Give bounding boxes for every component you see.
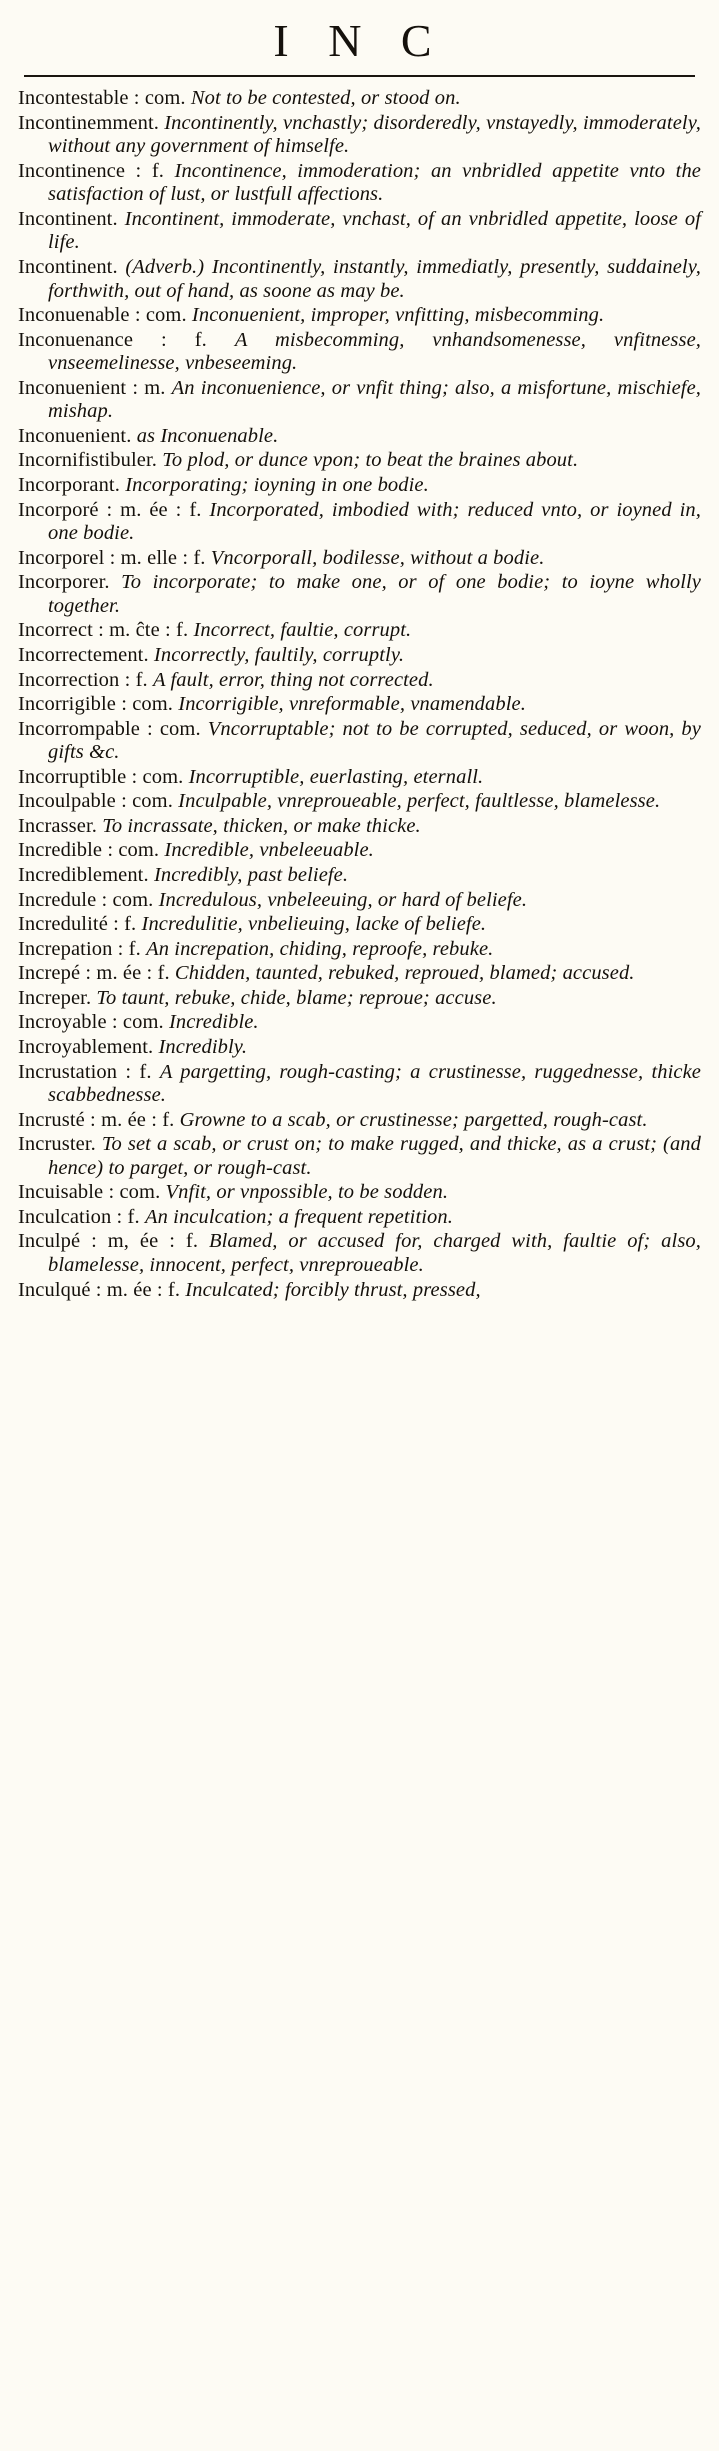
entry-headword: Incontinent.: [18, 207, 118, 230]
page-title: I N C: [273, 15, 446, 66]
list-item: [18, 499, 701, 546]
list-item: [18, 377, 701, 424]
entry-headword: Inconuenance : f.: [18, 328, 207, 351]
entry-definition: To incrassate, thicken, or make thicke.: [102, 814, 421, 837]
entry-headword: Incorruptible : com.: [18, 765, 184, 788]
entry-headword: Incorrompable : com.: [18, 717, 201, 740]
entry-headword: Incruster.: [18, 1133, 96, 1156]
entry-definition: Chidden, taunted, rebuked, reproued, blamed; accused.: [174, 962, 635, 985]
entry-headword: Incorporant.: [18, 474, 120, 496]
list-item: [18, 962, 701, 986]
entry-definition: Not to be contested, or stood on.: [190, 87, 461, 109]
header-divider: [24, 75, 695, 77]
entry-definition: Incontinently, instantly, immediatly, presently, suddainely, forthwith, out of hand, as soone as may be.: [48, 255, 701, 302]
entry-definition: Incredulous, vnbeleeuing, or hard of beliefe.: [158, 888, 528, 911]
list-item: [18, 1036, 701, 1060]
list-item: [18, 208, 701, 255]
list-item: [18, 815, 701, 839]
list-item: [18, 160, 701, 207]
entry-headword: Incornifistibuler.: [18, 449, 158, 472]
list-item: [18, 1230, 701, 1277]
entry-definition: Inculcated; forcibly thrust, pressed,: [185, 1278, 481, 1301]
entry-grammar-label: (Adverb.): [125, 255, 205, 278]
list-item: [18, 1011, 701, 1035]
entry-headword: Incorrection : f.: [18, 668, 148, 691]
entry-definition: To incorporate; to make one, or of one bodie; to ioyne wholly together.: [48, 571, 701, 617]
list-item: [18, 547, 701, 571]
entry-definition: Growne to a scab, or crustinesse; pargetted, rough-cast.: [179, 1108, 648, 1131]
entry-headword: Incontinence : f.: [18, 159, 165, 182]
entry-definition: Incorrect, faultie, corrupt.: [193, 619, 412, 642]
entry-headword: Incroyablement.: [18, 1035, 154, 1058]
entry-headword: Incredulité : f.: [18, 913, 137, 936]
entry-definition: as Inconuenable.: [136, 424, 279, 447]
entry-definition: Inculpable, vnreproueable, perfect, faultlesse, blamelesse.: [178, 790, 661, 813]
entry-definition: Incontinent, immoderate, vnchast, of an vnbridled appetite, loose of life.: [48, 207, 701, 254]
entry-headword: Incrustation : f.: [18, 1060, 152, 1083]
entry-headword: Inconuenient.: [18, 424, 132, 447]
entry-headword: Increper.: [18, 986, 92, 1009]
list-item: [18, 1206, 701, 1230]
list-item: [18, 790, 701, 814]
entry-definition: Incontinently, vnchastly; disorderedly, vnstayedly, immoderately, without any government of himselfe.: [48, 111, 701, 158]
list-item: [18, 619, 701, 643]
entry-definition: Vncorporall, bodilesse, without a bodie.: [210, 546, 545, 569]
entry-headword: Incorporer.: [18, 571, 110, 594]
entry-definition: To set a scab, or crust on; to make rugged, and thicke, as a crust; (and hence) to parget, or rough-cast.: [48, 1133, 702, 1179]
entry-headword: Inculqué : m. ée : f.: [18, 1278, 181, 1301]
entry-headword: Incontinemment.: [18, 111, 159, 134]
list-item: [18, 864, 701, 888]
entry-definition: Vncorruptable; not to be corrupted, seduced, or woon, by gifts &c.: [48, 717, 701, 764]
entry-headword: Incorporé : m. ée : f.: [18, 498, 202, 521]
list-item: [18, 256, 701, 303]
entry-headword: Inconuenient : m.: [18, 376, 166, 399]
entry-headword: Incontinent.: [18, 255, 118, 278]
entry-definition: Incorporated, imbodied with; reduced vnto, or ioyned in, one bodie.: [48, 498, 701, 545]
list-item: [18, 889, 701, 913]
entry-definition: To taunt, rebuke, chide, blame; reproue; accuse.: [96, 986, 497, 1009]
entry-headword: Incrasser.: [18, 814, 97, 837]
list-item: [18, 938, 701, 962]
entry-definition: Incorruptible, euerlasting, eternall.: [188, 765, 484, 788]
entry-headword: Increpation : f.: [18, 937, 141, 960]
list-item: [18, 644, 701, 668]
entry-headword: Incrusté : m. ée : f.: [18, 1108, 175, 1131]
entry-headword: Incorrectement.: [18, 643, 149, 666]
list-item: [18, 766, 701, 790]
entry-headword: Incorrect : m. ĉte : f.: [18, 619, 189, 642]
entry-definition: A misbecomming, vnhandsomenesse, vnfitnesse, vnseemelinesse, vnbeseeming.: [48, 328, 701, 375]
list-item: [18, 1181, 701, 1205]
entry-headword: Incoulpable : com.: [18, 790, 173, 813]
list-item: [18, 329, 701, 376]
entry-definition: Inconuenient, improper, vnfitting, misbecomming.: [191, 304, 605, 327]
entry-headword: Incontestable : com.: [18, 87, 186, 109]
entry-definition: Blamed, or accused for, charged with, faultie of; also, blamelesse, innocent, perfect, vnreproueable.: [48, 1230, 701, 1276]
entry-definition: An inculcation; a frequent repetition.: [144, 1205, 453, 1228]
list-item: [18, 913, 701, 937]
entry-list: [18, 87, 701, 1302]
list-item: [18, 571, 701, 618]
list-item: [18, 839, 701, 863]
entry-headword: Inculcation : f.: [18, 1205, 140, 1228]
entry-definition: Incorporating; ioyning in one bodie.: [125, 474, 429, 496]
entry-definition: A fault, error, thing not corrected.: [153, 668, 434, 691]
entry-definition: An increpation, chiding, reproofe, rebuke.: [146, 937, 494, 960]
entry-definition: Incredible.: [168, 1011, 259, 1034]
entry-definition: To plod, or dunce vpon; to beat the braines about.: [162, 449, 579, 472]
list-item: [18, 1133, 701, 1180]
entry-definition: Incredulitie, vnbelieuing, lacke of beliefe.: [141, 913, 487, 936]
entry-definition: Vnfit, or vnpossible, to be sodden.: [165, 1181, 449, 1204]
list-item: [18, 474, 701, 498]
list-item: [18, 693, 701, 717]
entry-definition: A pargetting, rough-casting; a crustinesse, ruggednesse, thicke scabbednesse.: [48, 1060, 702, 1107]
entry-headword: Inculpé : m, ée : f.: [18, 1230, 199, 1253]
list-item: [18, 87, 701, 111]
entry-headword: Incorrigible : com.: [18, 693, 174, 716]
entry-headword: Incuisable : com.: [18, 1181, 161, 1204]
entry-definition: An inconuenience, or vnfit thing; also, a misfortune, mischiefe, mishap.: [48, 376, 701, 423]
list-item: [18, 1061, 701, 1108]
list-item: [18, 425, 701, 449]
entry-headword: Incredible : com.: [18, 839, 160, 862]
entry-definition: Incredible, vnbeleeuable.: [164, 839, 374, 862]
list-item: [18, 669, 701, 693]
list-item: [18, 1109, 701, 1133]
list-item: [18, 1279, 701, 1303]
entry-definition: Incredibly.: [158, 1035, 248, 1058]
entry-headword: Incrediblement.: [18, 864, 149, 886]
entry-definition: Incredibly, past beliefe.: [153, 864, 349, 886]
list-item: [18, 304, 701, 328]
entry-headword: Increpé : m. ée : f.: [18, 962, 170, 985]
entry-headword: Inconuenable : com.: [18, 304, 187, 327]
entry-headword: Incroyable : com.: [18, 1011, 164, 1034]
entry-definition: Incorrigible, vnreformable, vnamendable.: [178, 693, 526, 716]
entry-headword: Incorporel : m. elle : f.: [18, 546, 206, 569]
entry-definition: Incorrectly, faultily, corruptly.: [153, 643, 405, 666]
list-item: [18, 449, 701, 473]
list-item: [18, 718, 701, 765]
list-item: [18, 987, 701, 1011]
list-item: [18, 112, 701, 159]
entry-headword: Incredule : com.: [18, 888, 154, 911]
entry-definition: Incontinence, immoderation; an vnbridled appetite vnto the satisfaction of lust, or lustfull affections.: [48, 159, 701, 206]
